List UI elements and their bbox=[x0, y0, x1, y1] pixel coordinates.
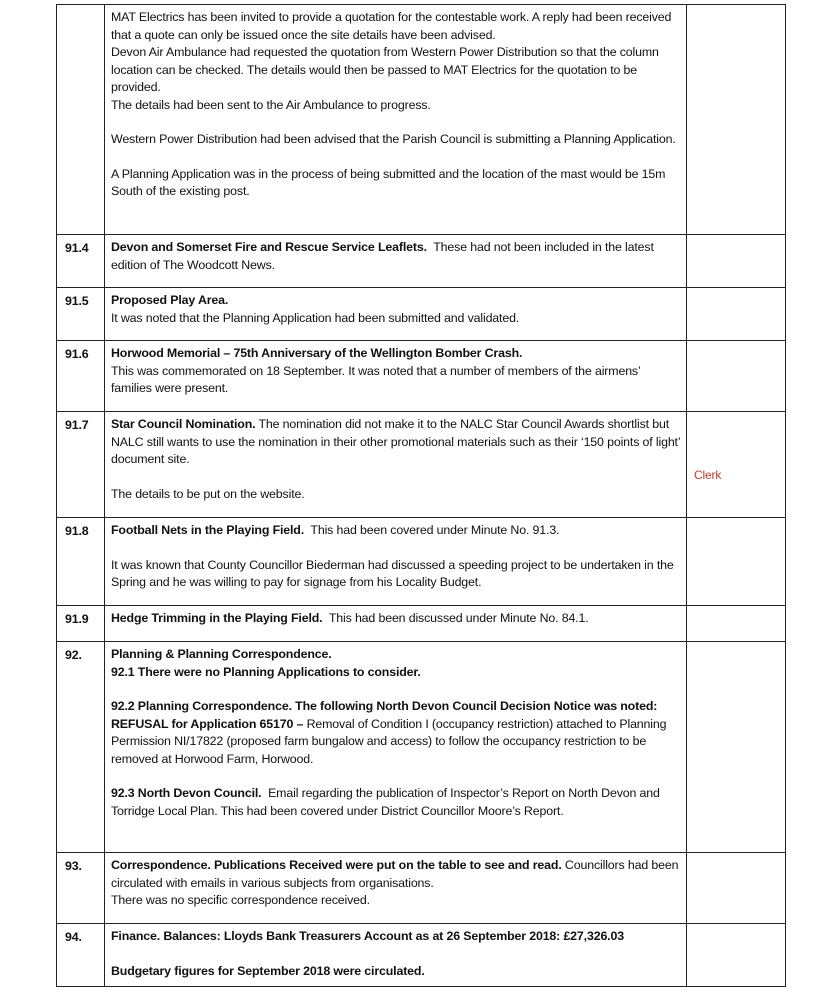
minute-subheading: Budgetary figures for September 2018 were circulated. bbox=[111, 963, 425, 978]
minute-row bbox=[57, 518, 786, 606]
minute-text: A Planning Application was in the process of being submitted and the location of the mast would be 15m South of the existing post. bbox=[111, 166, 666, 198]
minute-row bbox=[57, 235, 786, 288]
minute-body bbox=[105, 642, 687, 853]
minute-body bbox=[105, 412, 687, 518]
minute-heading: Football Nets in the Playing Field. bbox=[111, 523, 305, 537]
minute-body bbox=[105, 606, 687, 642]
action-cell bbox=[687, 288, 786, 341]
action-cell bbox=[687, 341, 786, 412]
action-cell bbox=[687, 924, 786, 987]
minute-number bbox=[57, 5, 105, 235]
action-cell bbox=[687, 642, 786, 853]
minute-number: 94. bbox=[57, 924, 105, 987]
action-cell bbox=[687, 412, 786, 518]
minute-text: Councillors had been circulated with emails in various subjects from organisations. bbox=[111, 858, 679, 890]
minute-heading: Planning & Planning Correspondence. bbox=[111, 647, 332, 661]
minute-heading: Correspondence. Publications Received were put on the table to see and read. bbox=[111, 858, 562, 872]
minute-body bbox=[105, 853, 687, 924]
minute-text: Email regarding the publication of Inspector’s Report on North Devon and Torridge Local Plan. This had been covered under District Councillor Moore’s Report. bbox=[111, 786, 660, 818]
minute-text: Western Power Distribution had been advised that the Parish Council is submitting a Planning Application. bbox=[111, 132, 676, 146]
minute-row bbox=[57, 412, 786, 518]
minute-body bbox=[105, 518, 687, 606]
minute-text: This was commemorated on 18 September. It was noted that a number of members of the airmens’ families were present. bbox=[111, 363, 641, 395]
minute-heading: Devon and Somerset Fire and Rescue Service Leaflets. bbox=[111, 240, 427, 254]
minute-decision: REFUSAL for Application 65170 – bbox=[111, 716, 304, 731]
minute-row bbox=[57, 853, 786, 924]
minute-text: It was noted that the Planning Application had been submitted and validated. bbox=[111, 310, 520, 325]
minute-heading: Hedge Trimming in the Playing Field. bbox=[111, 611, 323, 625]
minute-text: This had been discussed under Minute No. 84.1. bbox=[328, 611, 589, 625]
minute-text: It was known that County Councillor Biederman had discussed a speeding project to be undertaken in the Spring and he was willing to pay for signage from his Locality Budget. bbox=[111, 557, 674, 589]
action-cell bbox=[687, 606, 786, 642]
minute-body bbox=[105, 235, 687, 288]
minute-row bbox=[57, 288, 786, 341]
minute-body bbox=[105, 288, 687, 341]
minute-text: The details to be put on the website. bbox=[111, 486, 305, 501]
minute-row bbox=[57, 642, 786, 853]
minute-text: Devon Air Ambulance had requested the quotation from Western Power Distribution so that the column location can be checked. The details would then be passed to MAT Electrics for the quotation to be provided. bbox=[111, 45, 659, 94]
minute-heading: Finance. Balances: Lloyds Bank Treasurers Account as at 26 September 2018: £27,326.03 bbox=[111, 929, 624, 943]
minute-heading: Proposed Play Area. bbox=[111, 293, 229, 307]
minute-number: 91.4 bbox=[57, 235, 105, 288]
minute-number: 92. bbox=[57, 642, 105, 853]
minute-number: 91.7 bbox=[57, 412, 105, 518]
minute-number: 93. bbox=[57, 853, 105, 924]
minute-row bbox=[57, 341, 786, 412]
minute-number: 91.6 bbox=[57, 341, 105, 412]
minute-row bbox=[57, 924, 786, 987]
minute-subheading: 92.3 North Devon Council. bbox=[111, 786, 262, 800]
minute-number: 91.9 bbox=[57, 606, 105, 642]
minute-body bbox=[105, 341, 687, 412]
minutes-table bbox=[56, 4, 786, 987]
minute-text: Removal of Condition I (occupancy restriction) attached to Planning Permission NI/17822 (proposed farm bungalow and access) to follow the occupancy restriction to be removed at Horwood Farm, Horwood. bbox=[111, 716, 667, 766]
minute-number: 91.8 bbox=[57, 518, 105, 606]
minute-subheading: 92.2 Planning Correspondence. The following North Devon Council Decision Notice was noted: bbox=[111, 699, 658, 713]
minute-text: There was no specific correspondence received. bbox=[111, 893, 370, 907]
minute-number: 91.5 bbox=[57, 288, 105, 341]
minute-body bbox=[105, 5, 687, 235]
minute-heading: Horwood Memorial – 75th Anniversary of the Wellington Bomber Crash. bbox=[111, 346, 523, 360]
minute-text: The details had been sent to the Air Ambulance to progress. bbox=[111, 97, 431, 112]
action-cell bbox=[687, 518, 786, 606]
minute-row bbox=[57, 5, 786, 235]
action-cell bbox=[687, 5, 786, 235]
minute-subheading: 92.1 There were no Planning Applications to consider. bbox=[111, 664, 421, 679]
minute-heading: Star Council Nomination. bbox=[111, 417, 256, 431]
action-assignee: Clerk bbox=[694, 468, 722, 482]
minute-text: These had not been included in the latest edition of The Woodcott News. bbox=[111, 240, 654, 272]
minute-text: The nomination did not make it to the NALC Star Council Awards shortlist but NALC still wants to use the nomination in their other promotional materials such as their ‘150 points of light’ document site. bbox=[111, 417, 680, 466]
action-cell bbox=[687, 235, 786, 288]
action-cell bbox=[687, 853, 786, 924]
minute-text: MAT Electrics has been invited to provide a quotation for the contestable work. A reply had been received that a quote can only be issued once the site details have been advised. bbox=[111, 10, 672, 42]
minute-body bbox=[105, 924, 687, 987]
minute-row bbox=[57, 606, 786, 642]
minute-text: This had been covered under Minute No. 91.3. bbox=[310, 523, 560, 537]
